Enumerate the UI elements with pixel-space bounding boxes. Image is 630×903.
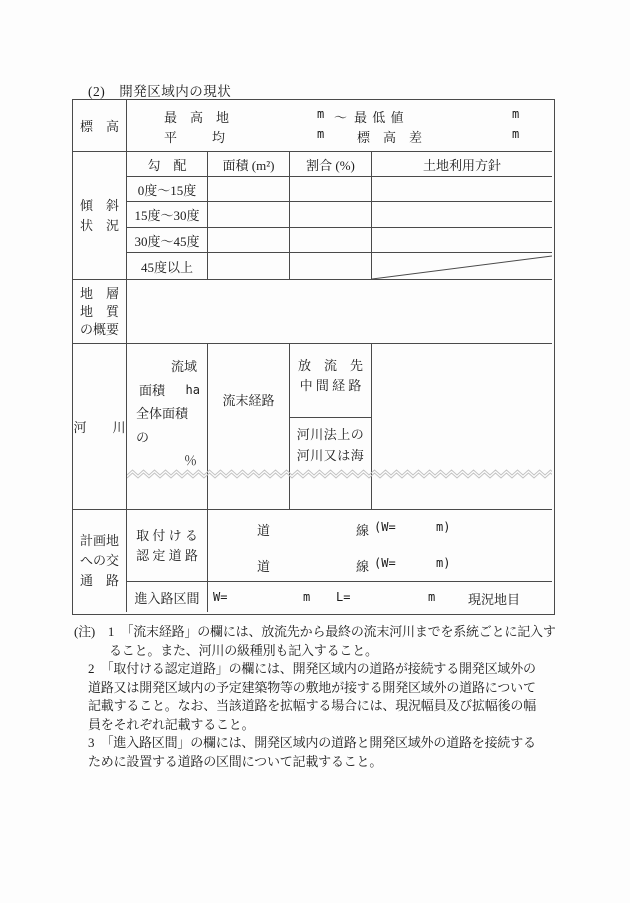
elevation-line-1: [127, 107, 552, 124]
elevation-diff-label: 標 高 差: [357, 130, 423, 145]
slope-row-label: 30度～45度: [134, 233, 200, 249]
note-line: 3 「進入路区間」の欄には、開発区域内の道路と開発区域外の道路を接続する: [88, 735, 536, 750]
river-basin-area-label: 面積: [139, 382, 166, 398]
slope-row-label-cell: [127, 177, 208, 202]
slope-row-label: 45度以上: [140, 259, 193, 275]
road-width-open: (W=: [374, 520, 396, 534]
elevation-max-unit: m: [317, 107, 325, 121]
geology-label-line2: 地 質: [80, 303, 120, 319]
note-line: 員をそれぞれ記載すること。: [88, 716, 255, 732]
access-road-sublabel-line1: 取 付 け る: [136, 527, 198, 543]
river-outfall-line1: 放 流 先: [297, 358, 363, 373]
slope-area-empty-cell: [208, 253, 290, 280]
access-road-sublabel-cell: [127, 510, 208, 582]
slope-policy-empty-cell: [372, 228, 552, 253]
river-outfall-line2: 中 間 経 路: [299, 378, 362, 393]
river-law-line1: 河川法上の: [296, 427, 365, 442]
river-law-line2: 河川又は海: [296, 448, 365, 463]
slope-policy-empty-cell: [372, 202, 552, 228]
slope-header-area: 面積 (m²): [222, 157, 275, 173]
road-width-close: m): [436, 520, 451, 534]
slope-header-ratio: 割合 (%): [306, 157, 355, 173]
slope-label-line1: 傾 斜: [79, 197, 119, 213]
entry-width-label: W=: [213, 590, 228, 604]
page-title: (2) 開発区域内の現状: [88, 84, 232, 99]
river-basin-line1: 流域: [170, 359, 197, 374]
slope-ratio-empty-cell: [290, 228, 372, 253]
river-label: 河 川: [73, 420, 126, 435]
river-content-empty-cell: [372, 344, 552, 510]
river-basin-percent: ％: [183, 453, 197, 468]
slope-ratio-empty-cell: [290, 202, 372, 228]
slope-row-label: 0度～15度: [137, 182, 197, 198]
slope-area-empty-cell: [208, 177, 290, 202]
river-route-label: 流末経路: [222, 393, 275, 408]
geology-label-line1: 地 層: [80, 285, 120, 301]
slope-ratio-empty-cell: [290, 253, 372, 280]
slope-ratio-empty-cell: [290, 177, 372, 202]
river-label-cell: [73, 344, 127, 510]
slope-section-label-cell: [73, 152, 127, 280]
slope-header-area-cell: [208, 152, 290, 177]
slope-area-empty-cell: [208, 228, 290, 253]
river-route-cell: [208, 344, 290, 510]
diagonal-strike-line: [372, 253, 552, 279]
river-basin-ha-unit: ha: [185, 382, 200, 397]
elevation-min-unit: m: [512, 107, 520, 121]
access-road-line: [208, 520, 552, 538]
road-width-open: (W=: [374, 556, 396, 570]
access-road-sublabel-line2: 認 定 道 路: [136, 547, 198, 563]
elevation-avg-label-right: 均: [212, 130, 226, 145]
river-basin-cell: [127, 344, 208, 510]
elevation-label: 標 高: [79, 119, 119, 134]
elevation-avg-label-left: 平: [164, 130, 178, 145]
entry-road-sublabel-cell: [127, 582, 208, 612]
access-label-line3: 通 路: [79, 573, 119, 588]
slope-row-label-cell: [127, 228, 208, 253]
footnotes: [0, 623, 630, 771]
elevation-avg-unit: m: [317, 127, 325, 141]
access-label-cell: [73, 510, 127, 612]
access-road-line: [208, 556, 552, 574]
entry-length-label: L=: [336, 590, 351, 604]
slope-row-label-cell: [127, 202, 208, 228]
note-line: 道路又は開発区域内の予定建築物等の敷地が接する開発区域外の道路について: [88, 679, 536, 695]
geology-content-empty-cell: [127, 280, 552, 344]
slope-row-label: 15度～30度: [134, 208, 200, 223]
elevation-content-cell: [127, 100, 552, 152]
slope-header-gradient-cell: [127, 152, 208, 177]
current-conditions-table: [72, 99, 555, 615]
elevation-label-cell: [73, 100, 127, 152]
access-label-line2: への交: [79, 553, 119, 568]
road-word: 道: [257, 559, 271, 574]
elevation-min-label: 最 低 値: [354, 110, 405, 125]
access-road-content-cell: [208, 510, 552, 582]
access-label-line1: 計画地: [79, 533, 119, 548]
note-line: (注) 1 「流末経路」の欄には、放流先から最終の流末河川までを系統ごとに記入す: [74, 624, 556, 639]
entry-road-content-cell: [208, 582, 552, 612]
river-outfall-cell: [290, 344, 372, 418]
river-basin-line2: [139, 379, 200, 403]
entry-road-sublabel: 進入路区間: [134, 590, 200, 606]
note-line: ために設置する道路の区間について記載すること。: [88, 753, 383, 769]
slope-row-label-cell: [127, 253, 208, 280]
road-word: 道: [257, 523, 271, 538]
note-line: 2 「取付ける認定道路」の欄には、開発区域内の道路が接続する開発区域外の: [88, 661, 536, 676]
slope-header-policy-cell: [372, 152, 552, 177]
elevation-tilde: ～: [334, 110, 348, 125]
river-basin-line3: 全体面積の: [136, 406, 189, 445]
geology-label-line3: の概要: [80, 321, 120, 337]
elevation-max-label: 最 高 地: [164, 110, 230, 125]
road-width-close: m): [436, 556, 451, 570]
line-word: 線: [356, 523, 370, 538]
elevation-diff-unit: m: [512, 127, 520, 141]
slope-area-empty-cell: [208, 202, 290, 228]
entry-length-unit: m: [428, 590, 436, 604]
river-law-cell: [290, 418, 372, 510]
slope-header-gradient: 勾 配: [147, 157, 187, 173]
slope-label-line2: 状 況: [79, 217, 119, 233]
slope-policy-strikeout-cell: [372, 253, 552, 280]
slope-policy-empty-cell: [372, 177, 552, 202]
entry-landuse-label: 現況地目: [468, 592, 521, 607]
line-word: 線: [356, 559, 370, 574]
slope-header-policy: 土地利用方針: [422, 157, 501, 173]
entry-width-unit: m: [303, 590, 311, 604]
note-line: ること。また、河川の級種別も記入すること。: [109, 642, 378, 658]
elevation-line-2: [127, 127, 552, 144]
slope-header-ratio-cell: [290, 152, 372, 177]
section-break-wavy-line: [127, 467, 552, 479]
note-line: 記載すること。なお、当該道路を拡幅する場合には、現況幅員及び拡幅後の幅: [88, 698, 537, 713]
geology-label-cell: [73, 280, 127, 344]
